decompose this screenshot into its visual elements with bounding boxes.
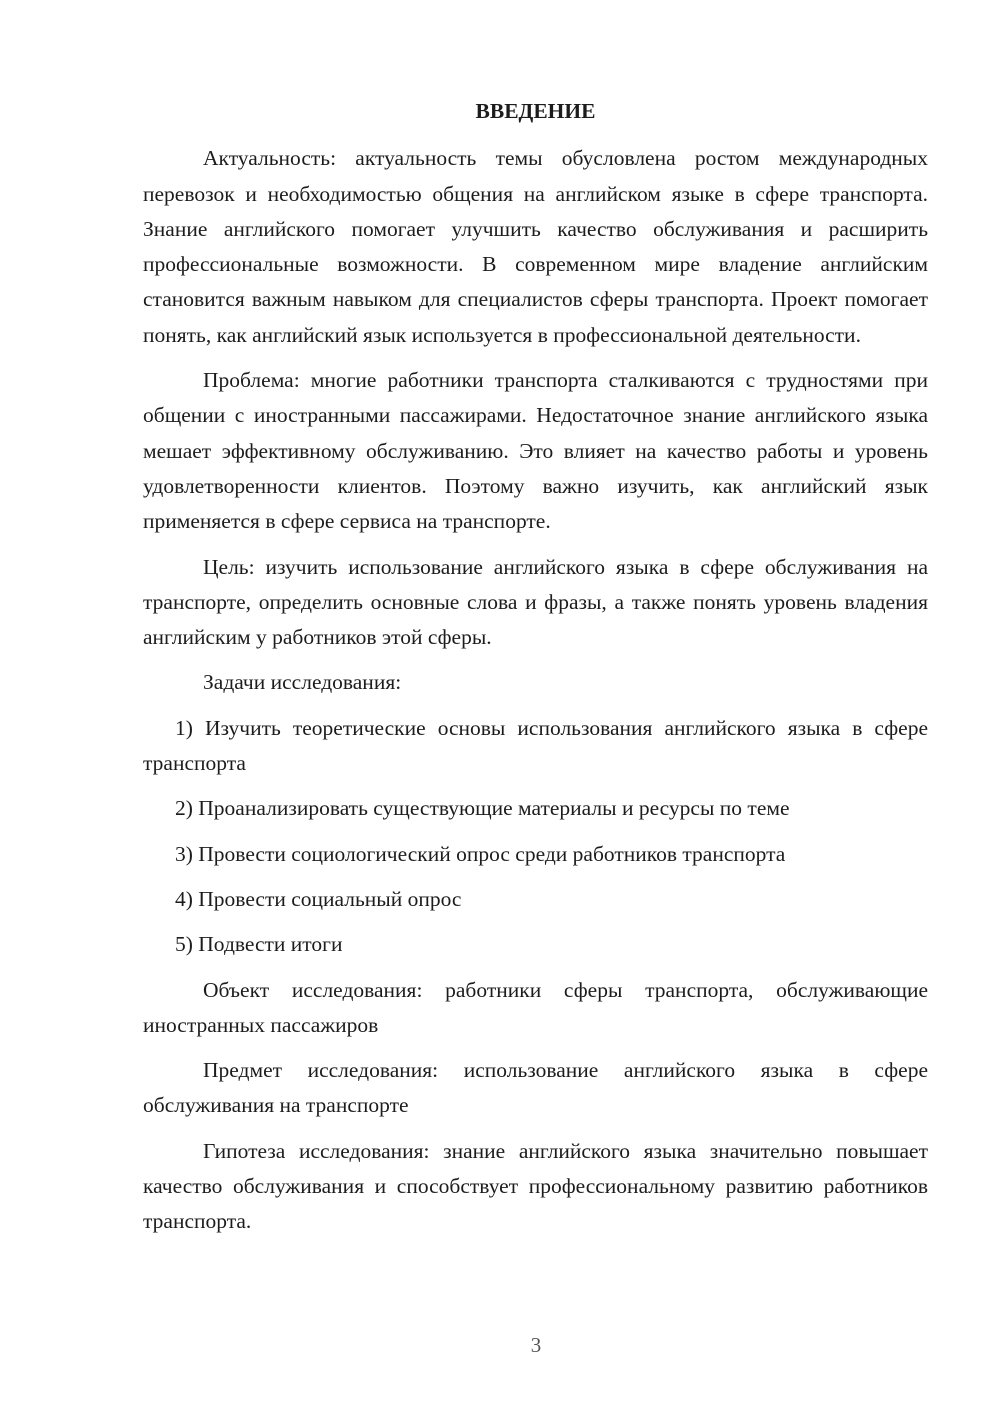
page-content bbox=[143, 94, 928, 1250]
paragraph-hypothesis: Гипотеза исследования: знание английского языка значительно повышает качество обслуживания и способствует профессиональному развитию работников транспорта. bbox=[143, 1138, 928, 1234]
paragraph-problem: Проблема: многие работники транспорта сталкиваются с трудностями при общении с иностранными пассажирами. Недостаточное знание английского языка мешает эффективному обслуживанию. Это влияет на качество работы и уровень удовлетворенности клиентов. Поэтому важно изучить, как английский язык применяется в сфере сервиса на транспорте. bbox=[143, 368, 928, 534]
task-item-2: 2) Проанализировать существующие материалы и ресурсы по теме bbox=[175, 796, 790, 821]
tasks-heading: Задачи исследования: bbox=[203, 670, 402, 695]
paragraph-subject: Предмет исследования: использование английского языка в сфере обслуживания на транспорте bbox=[143, 1058, 928, 1118]
paragraph-goal: Цель: изучить использование английского языка в сфере обслуживания на транспорте, определить основные слова и фразы, а также понять уровень владения английским у работников этой сферы. bbox=[143, 554, 928, 650]
paragraph-relevance: Актуальность: актуальность темы обусловлена ростом международных перевозок и необходимостью общения на английском языке в сфере транспорта. Знание английского помогает улучшить качество обслуживания и расширить профессиональные возможности. В современном мире владение английским становится важным навыком для специалистов сферы транспорта. Проект помогает понять, как английский язык используется в профессиональной деятельности. bbox=[143, 146, 928, 347]
page-number: 3 bbox=[530, 1333, 542, 1357]
paragraph-object: Объект исследования: работники сферы транспорта, обслуживающие иностранных пассажиров bbox=[143, 977, 928, 1037]
page-title: ВВЕДЕНИЕ bbox=[475, 99, 596, 123]
task-item-4: 4) Провести социальный опрос bbox=[175, 886, 462, 911]
task-item-5: 5) Подвести итоги bbox=[175, 932, 343, 957]
task-item-3: 3) Провести социологический опрос среди работников транспорта bbox=[175, 841, 786, 866]
task-item-1: 1) Изучить теоретические основы использования английского языка в сфере транспорта bbox=[143, 715, 928, 776]
